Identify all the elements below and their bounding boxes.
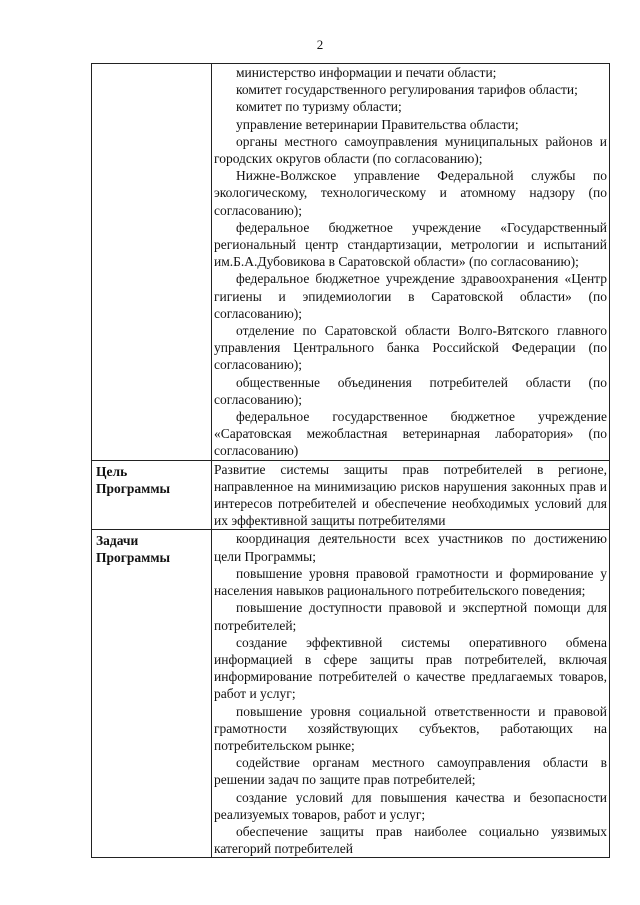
- label-line: Программы: [96, 550, 171, 566]
- paragraph: федеральное государственное бюджетное учреждение «Саратовская межобластная ветеринарная лаборатория» (по согласованию): [214, 409, 607, 459]
- label-line: Программы: [96, 480, 171, 496]
- paragraph: отделение по Саратовской области Волго-Вятского главного управления Центрального банка Российской Федерации (по согласованию);: [214, 323, 607, 373]
- paragraph: повышение уровня социальной ответственности и правовой грамотности хозяйствующих субъектов, работающих на потребительском рынке;: [214, 703, 607, 753]
- table-row-tasks: [92, 530, 610, 858]
- paragraph: комитет по туризму области;: [236, 99, 402, 115]
- table-row-participants: [92, 64, 610, 461]
- goal-cell: [212, 460, 610, 530]
- row-label-empty: [92, 64, 212, 461]
- paragraph: создание условий для повышения качества и безопасности реализуемых товаров, работ и услуг;: [214, 789, 607, 822]
- paragraph: повышение доступности правовой и экспертной помощи для потребителей;: [214, 600, 607, 633]
- paragraph: обеспечение защиты прав наиболее социально уязвимых категорий потребителей: [214, 823, 607, 857]
- page-number: 2: [316, 37, 324, 52]
- paragraph: органы местного самоуправления муниципальных районов и городских округов области (по согласованию);: [214, 133, 607, 167]
- paragraph: федеральное бюджетное учреждение здравоохранения «Центр гигиены и эпидемиологии в Саратовской области» (по согласованию);: [214, 271, 607, 321]
- goal-label: [92, 460, 212, 530]
- table-row-goal: [92, 460, 610, 530]
- paragraph: Развитие системы защиты прав потребителей в регионе, направленное на минимизацию рисков нарушения законных прав и интересов потребителей и обеспечение необходимых условий для их эффективной защиты потребителями: [214, 461, 607, 529]
- paragraph: управление ветеринарии Правительства области;: [236, 116, 519, 132]
- label-line: Цель: [96, 463, 128, 479]
- paragraph: содействие органам местного самоуправления области в решении задач по защите прав потребителей;: [214, 755, 607, 788]
- tasks-label: [92, 530, 212, 858]
- paragraph: федеральное бюджетное учреждение «Государственный региональный центр стандартизации, метрологии и испытаний им.Б.А.Дубовикова в Саратовской области» (по согласованию);: [214, 219, 607, 270]
- paragraph: комитет государственного регулирования тарифов области;: [236, 82, 578, 98]
- label-line: Задачи: [96, 533, 139, 549]
- paragraph: Нижне-Волжское управление Федеральной службы по экологическому, технологическому и атомному надзору (по согласованию);: [214, 168, 607, 218]
- participants-cell: [212, 64, 610, 461]
- paragraph: повышение уровня правовой грамотности и формирование у населения навыков рационального потребительского поведения;: [214, 565, 607, 599]
- paragraph: министерство информации и печати области;: [236, 65, 497, 80]
- paragraph: общественные объединения потребителей области (по согласованию);: [214, 374, 607, 407]
- tasks-cell: [212, 530, 610, 858]
- paragraph: создание эффективной системы оперативного обмена информацией в сфере защиты прав потребителей, включая информирование потребителей о качестве предлагаемых товаров, работ и услуг;: [214, 634, 607, 702]
- paragraph: координация деятельности всех участников по достижению цели Программы;: [214, 531, 607, 564]
- program-passport-table: [91, 63, 610, 858]
